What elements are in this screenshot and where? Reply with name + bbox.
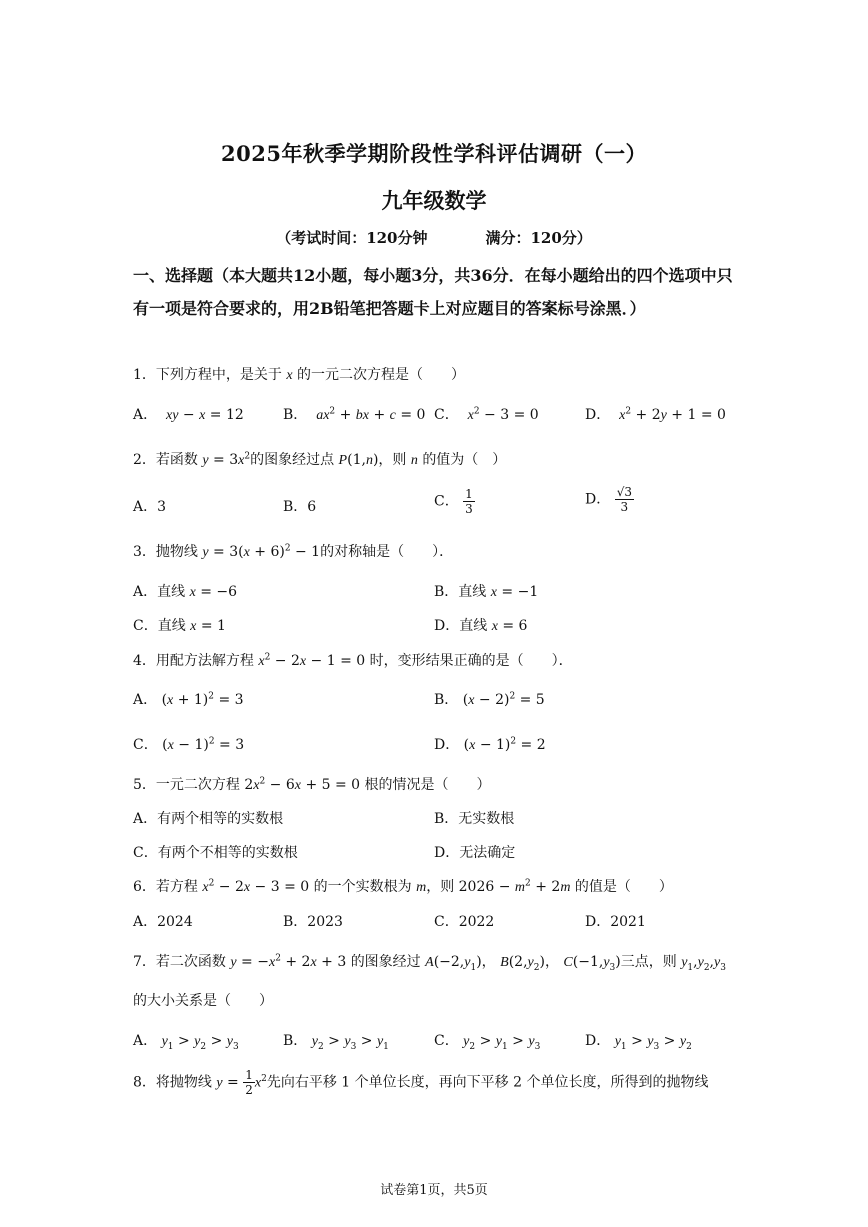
- q7-option-c: C． $y_2 > y_1 > y_3$: [434, 1033, 541, 1052]
- section-heading: 一、选择题（本大题共12小题，每小题3分，共36分．在每小题给出的四个选项中只有一项是符合要求的，用2B铅笔把答题卡上对应题目的答案标号涂黑．）: [133, 266, 733, 318]
- exam-score: 满分：120分）: [485, 229, 592, 247]
- question-8: 8．将抛物线 y = $\frac{1}{2}$ $x^2$先向右平移 1 个单位长度，再向下平移 2 个单位长度，所得到的抛物线: [133, 1068, 709, 1097]
- q5-option-c: C．有两个不相等的实数根: [133, 845, 298, 861]
- question-7-line-2: 的大小关系是（ ）: [133, 993, 273, 1009]
- question-3: 3．抛物线 $y = 3(x + 6)^2 - 1$的对称轴是（ ）．: [133, 543, 454, 560]
- q6-option-d: D．2021: [585, 914, 646, 930]
- q2-option-b: B．6: [283, 499, 317, 515]
- q5-option-a: A．有两个相等的实数根: [133, 811, 284, 827]
- question-7: 7．若二次函数 $y = -x^2 + 2x + 3$ 的图象经过 $A(-2,y_1)$， $B(2,y_2)$， $C(-1,y_3)$三点，则 $y_1,y_2,y_3$: [133, 953, 726, 973]
- q3-option-a: A．直线 x = −6: [133, 584, 238, 600]
- q1-option-a: A． xy − x = 12: [133, 407, 244, 423]
- q4-option-a: A． $(x + 1)^2 = 3$: [133, 691, 244, 708]
- q4-option-b: B． $(x - 2)^2 = 5$: [434, 691, 545, 708]
- q3-option-d: D．直线 x = 6: [434, 618, 528, 634]
- q2-option-a: A．3: [133, 499, 167, 515]
- question-5: 5．一元二次方程 $2x^2 - 6x + 5 = 0$ 根的情况是（ ）: [133, 776, 491, 793]
- exam-subtitle: 九年级数学: [381, 188, 487, 213]
- q7-option-b: B． $y_2 > y_3 > y_1$: [283, 1033, 389, 1052]
- q1-option-c: C． $x^2 - 3 = 0$: [434, 406, 539, 423]
- q3-option-c: C．直线 x = 1: [133, 618, 226, 634]
- q7-option-d: D． $y_1 > y_3 > y_2$: [585, 1033, 692, 1052]
- q2-option-c: C． $\frac{1}{3}$: [434, 487, 473, 516]
- q7-option-a: A． $y_1 > y_2 > y_3$: [133, 1033, 239, 1052]
- exam-time: （考试时间：120分钟: [276, 229, 428, 247]
- q6-option-b: B．2023: [283, 914, 343, 930]
- page-footer: 试卷第1页，共5页: [380, 1183, 488, 1198]
- q2-option-d: D． $\frac{√3}{3}$: [585, 485, 632, 514]
- question-2: 2．若函数 $y = 3x^2$的图象经过点 P(1,n)，则 n 的值为（ ）: [133, 451, 507, 468]
- q3-option-b: B．直线 x = −1: [434, 584, 539, 600]
- q1-option-d: D． $x^2 + 2y + 1 = 0$: [585, 406, 726, 423]
- exam-info: [0, 227, 868, 248]
- q6-option-c: C．2022: [434, 914, 495, 930]
- question-1: 1．下列方程中，是关于 x 的一元二次方程是（ ）: [133, 367, 466, 383]
- exam-title: 2025年秋季学期阶段性学科评估调研（一）: [221, 141, 647, 166]
- q1-option-b: B． $ax^2$ + bx + c = 0: [283, 406, 426, 423]
- q4-option-c: C． $(x - 1)^2 = 3$: [133, 736, 245, 753]
- q6-option-a: A．2024: [133, 914, 193, 930]
- q4-option-d: D． $(x - 1)^2 = 2$: [434, 736, 546, 753]
- q5-option-d: D．无法确定: [434, 845, 516, 861]
- q5-option-b: B．无实数根: [434, 811, 515, 827]
- question-4: 4．用配方法解方程 $x^2 - 2x - 1 = 0$ 时，变形结果正确的是（ ）．: [133, 652, 573, 669]
- question-6: 6．若方程 $x^2 - 2x - 3 = 0$ 的一个实数根为 m，则 $2026 - m^2 + 2m$ 的值是（ ）: [133, 878, 673, 895]
